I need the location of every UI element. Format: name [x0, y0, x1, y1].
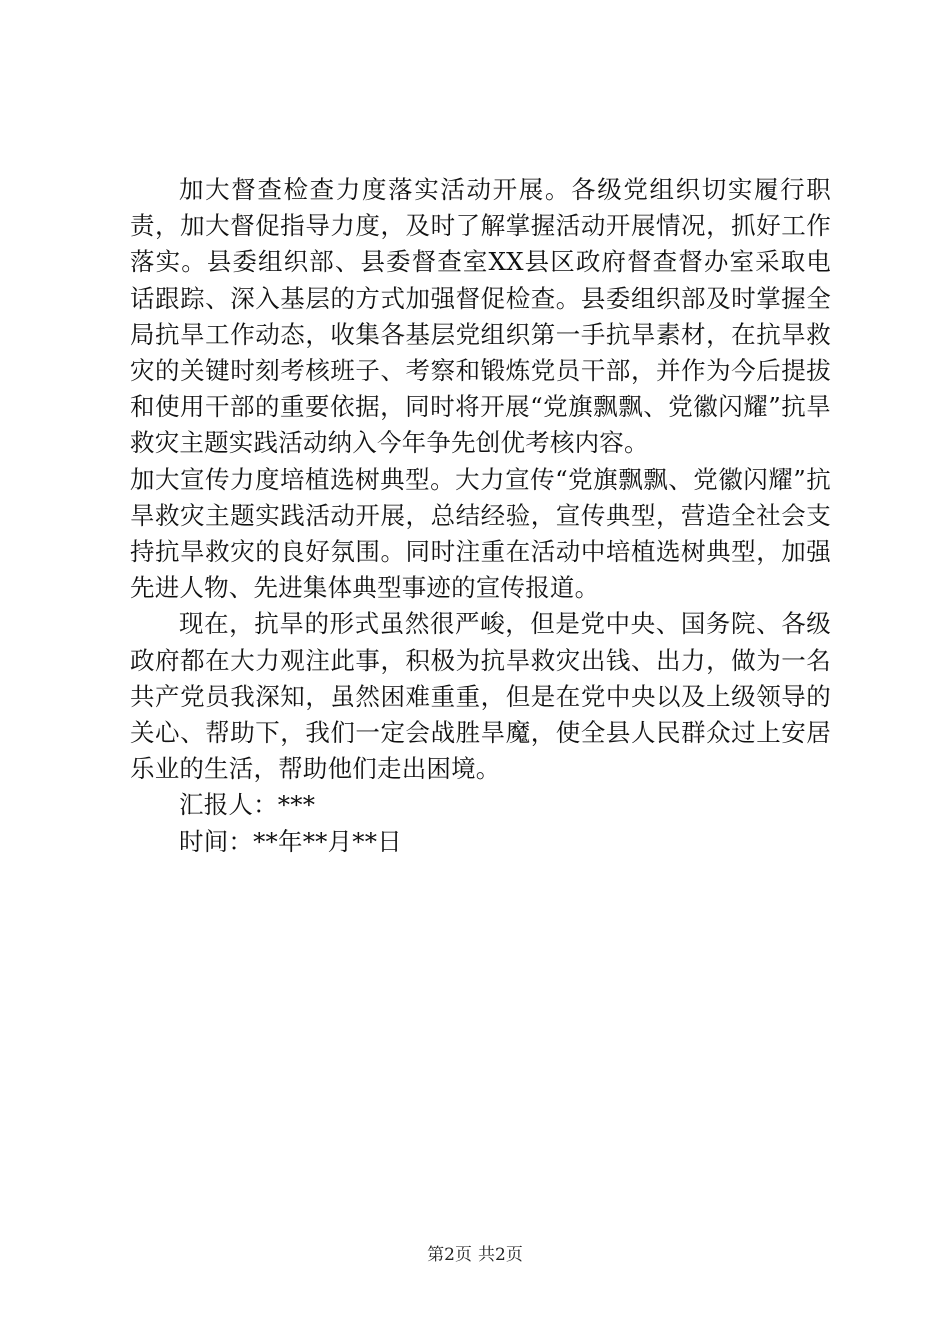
paragraph-supervision: 加大督查检查力度落实活动开展。各级党组织切实履行职责，加大督促指导力度，及时了解掌握活动开展情况，抓好工作落实。县委组织部、县委督查室XX县区政府督查督办室采取电话跟踪、深入基层的方式加强督促检查。县委组织部及时掌握全局抗旱工作动态，收集各基层党组织第一手抗旱素材，在抗旱救灾的关键时刻考核班子、考察和锻炼党员干部，并作为今后提拔和使用干部的重要依据，同时将开展“党旗飘飘、党徽闪耀”抗旱救灾主题实践活动纳入今年争先创优考核内容。: [130, 175, 831, 458]
total-page-count: 共2页: [478, 1245, 523, 1265]
paragraph-conclusion: 现在，抗旱的形式虽然很严峻，但是党中央、国务院、各级政府都在大力观注此事，积极为抗旱救灾出钱、出力，做为一名共产党员我深知，虽然困难重重，但是在党中央以及上级领导的关心、帮助下，我们一定会战胜旱魔，使全县人民群众过上安居乐业的生活，帮助他们走出困境。: [130, 609, 831, 784]
current-page-number: 第2页: [427, 1245, 472, 1265]
date-line: 时间：**年**月**日: [179, 826, 402, 856]
paragraph-publicity: 加大宣传力度培植选树典型。大力宣传“党旗飘飘、党徽闪耀”抗旱救灾主题实践活动开展，总结经验，宣传典型，营造全社会支持抗旱救灾的良好氛围。同时注重在活动中培植选树典型，加强先进人物、先进集体典型事迹的宣传报道。: [130, 464, 831, 603]
document-body: [130, 172, 831, 860]
reporter-line: 汇报人：***: [179, 790, 316, 820]
page-footer: [0, 1244, 950, 1266]
